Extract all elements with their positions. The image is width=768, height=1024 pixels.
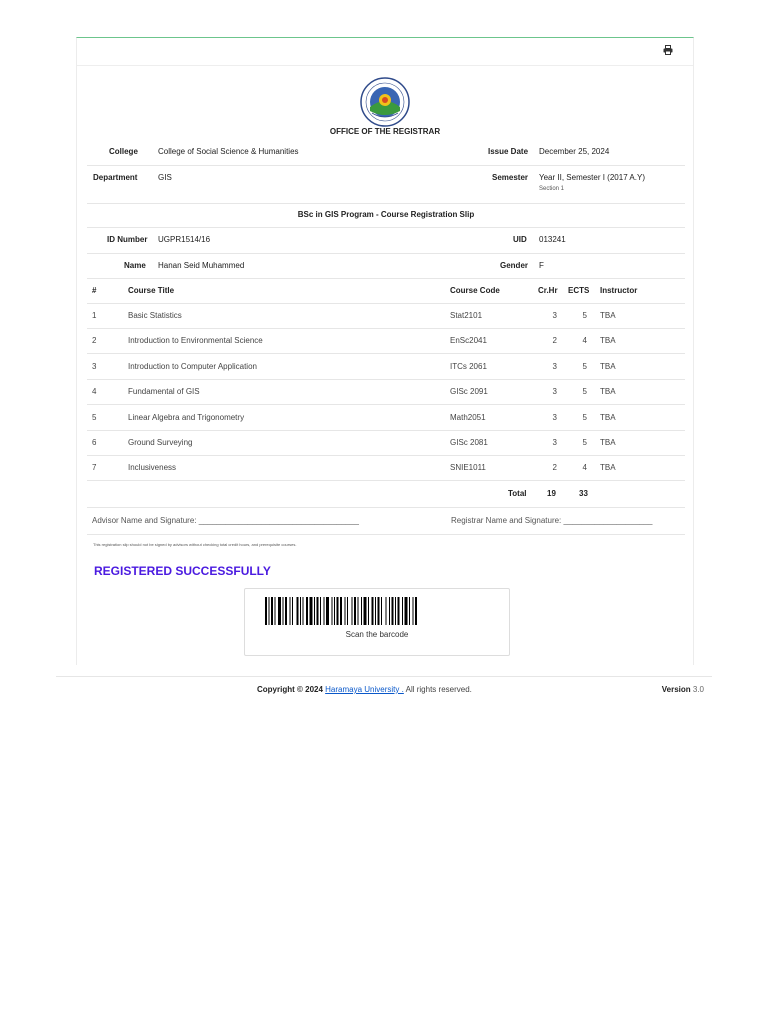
table-row [87,379,685,405]
name-row [87,253,685,279]
barcode-bar [413,597,414,625]
version-value: 3.0 [692,685,704,694]
table-row [87,354,685,380]
cell-num: 3 [92,361,97,371]
cell-code: ITCs 2061 [450,361,487,371]
barcode-bar [285,597,287,625]
barcode-bar [361,597,362,625]
total-crhr: 19 [547,489,556,498]
cell-crhr: 3 [552,387,557,397]
barcode-bar [368,597,369,625]
barcode-bar [326,597,329,625]
barcode-bar [292,597,293,625]
barcode-bar [306,597,308,625]
barcode-bar [415,597,417,625]
cell-title: Linear Algebra and Trigonometry [128,412,245,422]
total-label: Total [508,489,527,498]
barcode-bar [364,597,367,625]
barcode-bar [297,597,299,625]
barcode-bar [354,597,356,625]
barcode-bar [278,597,281,625]
cell-num: 4 [92,387,97,397]
cell-instructor: TBA [600,387,616,397]
header-ects: ECTS [568,286,590,295]
cell-title: Fundamental of GIS [128,387,200,397]
semester-label: Semester [492,173,529,182]
registration-status: REGISTERED SUCCESSFULLY [94,564,271,578]
cell-instructor: TBA [600,463,616,473]
barcode-bar [271,597,273,625]
total-ects: 33 [579,489,588,498]
cell-crhr: 3 [552,311,557,320]
uid-label: UID [513,235,527,244]
cell-num: 5 [92,412,97,422]
gender-value: F [539,261,544,270]
barcode-bar [375,597,376,625]
barcode-image [265,597,493,625]
barcode-panel [244,588,510,656]
cell-ects: 5 [582,387,587,397]
cell-crhr: 2 [552,463,557,473]
program-title: BSc in GIS Program - Course Registration Slip [297,210,475,219]
id-row [87,227,685,254]
college-label: College [109,147,138,156]
header-course-title: Course Title [128,286,175,295]
advisor-signature: Advisor Name and Signature: ____________________________________ [92,516,359,525]
barcode-bar [405,597,408,625]
cell-code: GISc 2081 [450,438,488,447]
barcode-bar [398,597,400,625]
cell-title: Ground Surveying [128,438,193,447]
barcode-bar [337,597,339,625]
table-row [87,303,685,329]
cell-ects: 4 [582,336,587,346]
barcode-bar [409,597,410,625]
program-row [87,203,685,228]
name-label: Name [124,261,146,270]
college-value: College of Social Science & Humanities [158,147,299,156]
barcode-bar [269,597,270,625]
barcode-bar [392,597,394,625]
cell-crhr: 3 [552,412,557,422]
issue-date-label: Issue Date [488,147,529,156]
cell-code: Math2051 [450,412,486,422]
cell-ects: 5 [582,361,587,371]
version [662,685,704,694]
cell-crhr: 2 [552,336,557,346]
barcode-bar [345,597,346,625]
barcode-bar [275,597,276,625]
header-course-code: Course Code [450,286,500,295]
cell-instructor: TBA [600,311,616,320]
table-row [87,430,685,456]
id-value: UGPR1514/16 [158,235,211,244]
department-value: GIS [158,173,172,182]
cell-instructor: TBA [600,438,616,447]
header-num: # [92,286,97,295]
cell-ects: 5 [582,438,587,447]
version-label: Version [661,685,691,694]
barcode-bar [303,597,304,625]
cell-code: Stat2101 [450,311,483,320]
barcode-bar [358,597,359,625]
barcode-bar [332,597,333,625]
cell-crhr: 3 [552,438,557,447]
cell-code: SNIE1011 [450,463,486,473]
cell-crhr: 3 [552,361,557,371]
barcode-bar [324,597,325,625]
header-crhr: Cr.Hr [538,286,558,295]
barcode-bar [340,597,342,625]
total-row [87,481,685,508]
barcode-bar [386,597,387,625]
barcode-caption: Scan the barcode [345,630,409,639]
cell-num: 7 [92,463,97,473]
disclaimer-text: This registration slip should not be signed by advisors without checking total credit hours, and prerequisite courses. [93,542,297,547]
cell-instructor: TBA [600,336,616,346]
id-label: ID Number [107,235,148,244]
table-row [87,455,685,481]
office-title: OFFICE OF THE REGISTRAR [329,127,441,136]
cell-instructor: TBA [600,412,616,422]
barcode-bar [402,597,403,625]
cell-title: Introduction to Environmental Science [128,336,263,346]
registration-slip-card [76,37,694,665]
university-seal-icon [360,77,410,127]
table-row [87,405,685,431]
cell-instructor: TBA [600,361,616,371]
printer-icon[interactable] [663,45,673,55]
university-link[interactable]: Haramaya University . [325,685,404,694]
college-row [87,139,685,166]
cell-ects: 5 [582,311,587,320]
card-toolbar [77,38,693,66]
barcode-bar [310,597,313,625]
cell-code: EnSc2041 [450,336,487,346]
copyright-prefix: Copyright © 2024 [257,685,323,694]
name-value: Hanan Seid Muhammed [158,261,245,270]
barcode-bar [334,597,335,625]
section-value: Section 1 [539,186,565,192]
signatures-row [87,507,685,535]
header-instructor: Instructor [600,286,638,295]
uid-value: 013241 [539,235,566,244]
barcode-bar [314,597,315,625]
department-row [87,165,685,204]
cell-num: 1 [92,311,97,320]
barcode-bar [381,597,382,625]
cell-num: 6 [92,438,97,447]
barcode-bar [290,597,291,625]
barcode-bar [300,597,301,625]
barcode-bar [317,597,319,625]
barcode-bar [320,597,321,625]
cell-ects: 5 [582,412,587,422]
cell-num: 2 [92,336,97,346]
footer-divider [56,676,712,677]
registrar-signature: Registrar Name and Signature: ____________________ [451,516,653,525]
rights-text: All rights reserved. [405,685,472,694]
semester-value: Year II, Semester I (2017 A.Y) [539,173,645,182]
cell-title: Inclusiveness [128,463,177,473]
copyright [257,685,472,694]
course-table-header [87,278,685,304]
barcode-bar [283,597,284,625]
gender-label: Gender [500,261,529,270]
cell-ects: 4 [582,463,587,473]
barcode-bar [347,597,348,625]
barcode-bar [372,597,374,625]
cell-title: Basic Statistics [128,311,182,320]
barcode-bar [378,597,380,625]
table-row [87,328,685,354]
department-label: Department [93,173,138,182]
cell-title: Introduction to Computer Application [128,361,257,371]
barcode-bar [389,597,390,625]
issue-date-value: December 25, 2024 [539,147,610,156]
cell-code: GISc 2091 [450,387,488,397]
barcode-bar [265,597,267,625]
barcode-bar [352,597,353,625]
barcode-bar [395,597,396,625]
